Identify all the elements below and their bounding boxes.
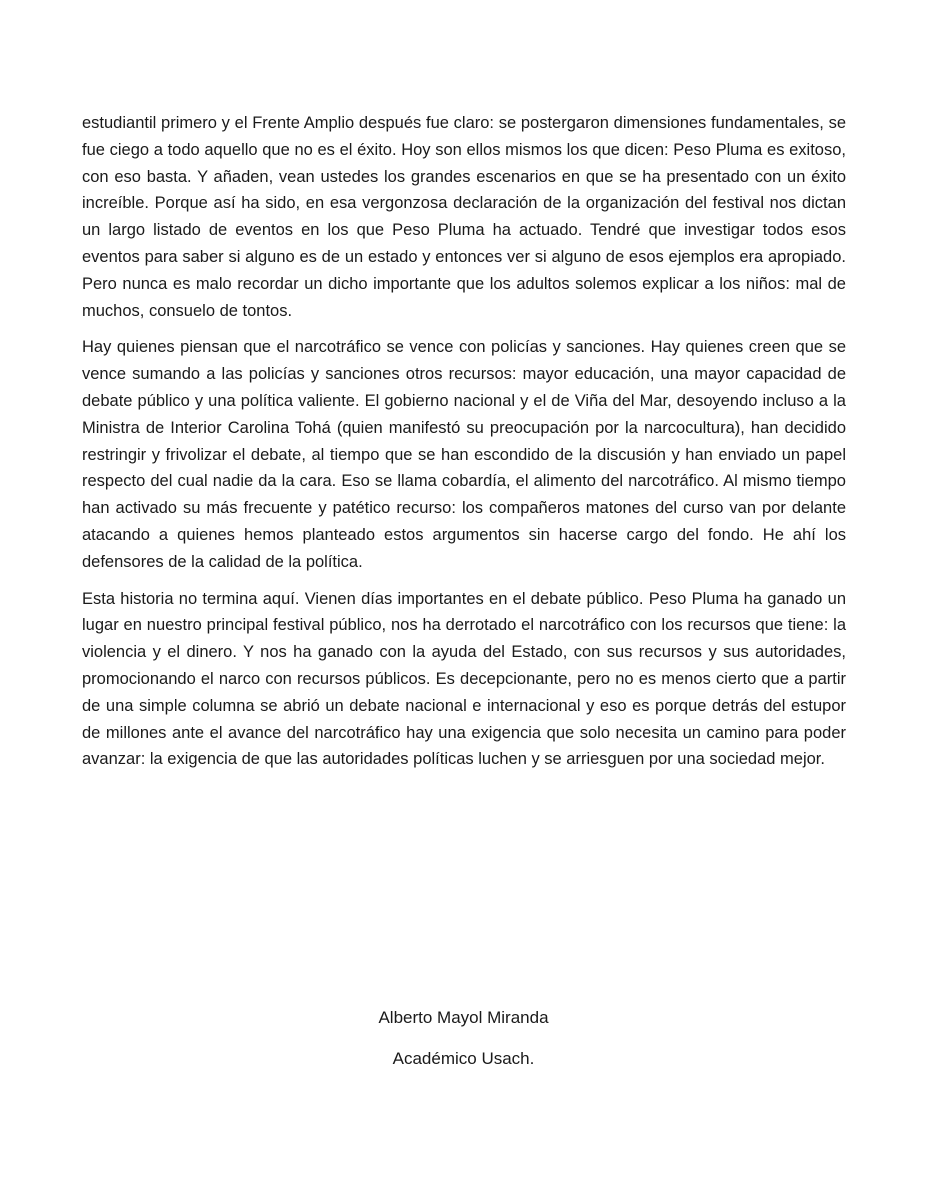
paragraph-1: estudiantil primero y el Frente Amplio después fue claro: se postergaron dimensiones fundamentales, se fue ciego a todo aquello que no es el éxito. Hoy son ellos mismos los que dicen: Peso Pluma es exitoso, con eso basta. Y añaden, vean ustedes los grandes escenarios en que se ha presentado con un éxito increíble. Porque así ha sido, en esa vergonzosa declaración de la organización del festival nos dictan un largo listado de eventos en los que Peso Pluma ha actuado. Tendré que investigar todos esos eventos para saber si alguno es de un estado y entonces ver si alguno de esos ejemplos era apropiado. Pero nunca es malo recordar un dicho importante que los adultos solemos explicar a los niños: mal de muchos, consuelo de tontos. xyxy=(82,114,846,320)
signature-title: Académico Usach. xyxy=(392,1049,535,1068)
body-text xyxy=(82,110,846,783)
signature-name: Alberto Mayol Miranda xyxy=(378,1008,549,1027)
paragraph-2: Hay quienes piensan que el narcotráfico se vence con policías y sanciones. Hay quienes creen que se vence sumando a las policías y sanciones otros recursos: mayor educación, una mayor capacidad de debate público y una política valiente. El gobierno nacional y el de Viña del Mar, desoyendo incluso a la Ministra de Interior Carolina Tohá (quien manifestó su preocupación por la narcocultura), han decidido restringir y frivolizar el debate, al tiempo que se han escondido de la discusión y han enviado un papel respecto del cual nadie da la cara. Eso se llama cobardía, el alimento del narcotráfico. Al mismo tiempo han activado su más frecuente y patético recurso: los compañeros matones del curso van por delante atacando a quienes hemos planteado estos argumentos sin hacerse cargo del fondo. He ahí los defensores de la calidad de la política. xyxy=(82,338,846,571)
paragraph-3: Esta historia no termina aquí. Vienen días importantes en el debate público. Peso Pluma ha ganado un lugar en nuestro principal festival público, nos ha derrotado el narcotráfico con los recursos que tiene: la violencia y el dinero. Y nos ha ganado con la ayuda del Estado, con sus recursos y sus autoridades, promocionando el narco con recursos públicos. Es decepcionante, pero no es menos cierto que a partir de una simple columna se abrió un debate nacional e internacional y eso es porque detrás del estupor de millones ante el avance del narcotráfico hay una exigencia que solo necesita un camino para poder avanzar: la exigencia de que las autoridades políticas luchen y se arriesguen por una sociedad mejor. xyxy=(82,589,846,769)
